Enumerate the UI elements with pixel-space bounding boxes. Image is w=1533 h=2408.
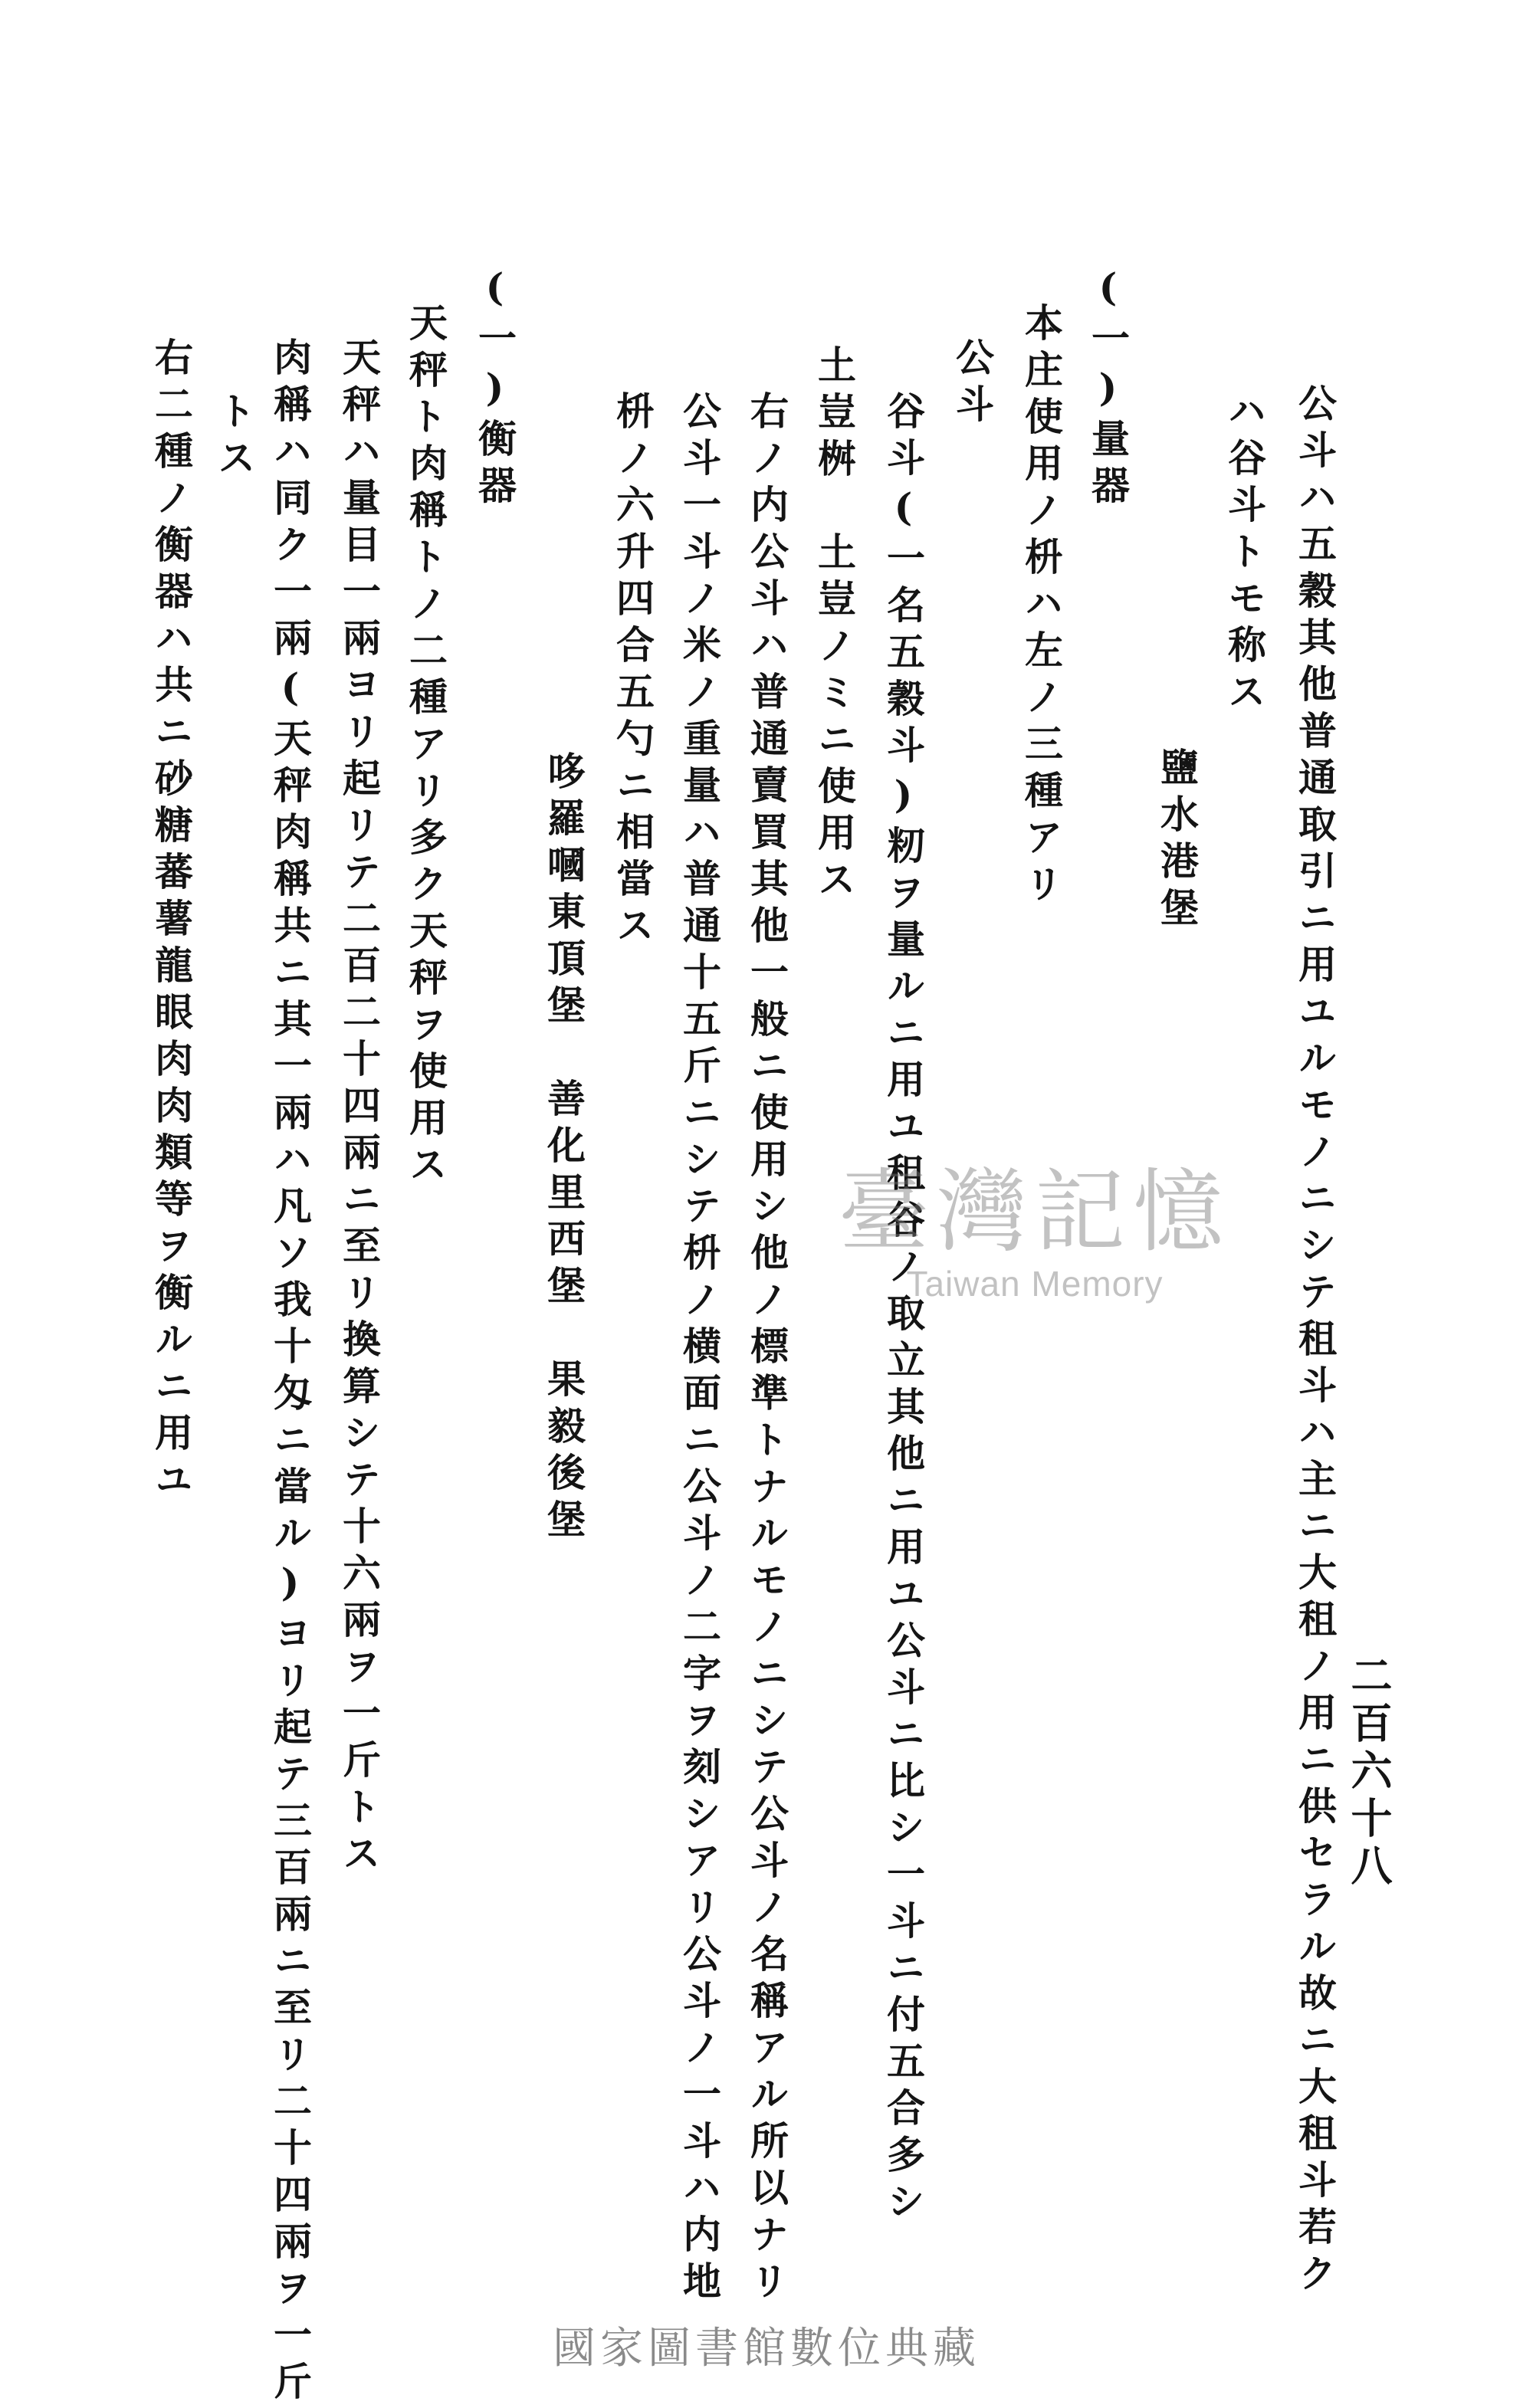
- text-column: 天秤ハ量目一兩ヨリ起リテ二百二十四兩ニ至リ換算シテ十六兩ヲ一斤トス: [336, 337, 382, 1880]
- watermark-english: Taiwan Memory: [906, 1263, 1164, 1304]
- text-column: ハ谷斗トモ称ス: [1222, 391, 1267, 718]
- text-column: 右ノ内公斗ハ普通賣買其他一般ニ使用シ他ノ標準トナルモノニシテ公斗ノ名稱アル所以ナリ: [744, 391, 789, 2308]
- text-column: 肉稱ハ同ク一兩(天秤肉稱共ニ其一兩ハ凡ソ我十匁ニ當ル)ヨリ起テ三百兩ニ至リ二十四兩ヲ一斤: [268, 337, 313, 2408]
- watermark-chinese: 臺灣記憶: [838, 1159, 1231, 1265]
- section-heading: 鹽水港堡: [1154, 747, 1200, 934]
- text-column: 枡ノ六升四合五勺ニ相當ス: [610, 391, 655, 952]
- section-title: (一)衡器: [472, 264, 517, 512]
- text-column: 公斗ハ五穀其他普通取引ニ用ユルモノニシテ租斗ハ主ニ大租ノ用ニ供セラル故ニ大租斗若ク: [1292, 383, 1338, 2300]
- text-column: 公斗一斗ノ米ノ重量ハ普通十五斤ニシテ枡ノ横面ニ公斗ノ二字ヲ刻シアリ公斗ノ一斗ハ内地: [677, 391, 722, 2308]
- section-heading: 哆羅嘓東頂堡 善化里西堡 果毅後堡: [541, 751, 586, 1546]
- text-column: 右二種ノ衡器ハ共ニ砂糖蕃薯龍眼肉肉類等ヲ衡ルニ用ユ: [149, 337, 194, 1506]
- text-column: 公斗: [950, 337, 995, 431]
- text-column: 天秤ト肉稱トノ二種アリ多ク天秤ヲ使用ス: [403, 303, 448, 1191]
- page-number: 二百六十八: [1344, 1654, 1393, 1891]
- watermark: [797, 1159, 1272, 1304]
- text-column: トス: [212, 391, 257, 484]
- footer-credit: 國家圖書館數位典藏: [553, 2324, 980, 2374]
- text-column: 谷斗(一名五穀斗)籾ヲ量ルニ用ユ租谷ノ取立其他ニ用ユ公斗ニ比シ一斗ニ付五合多シ: [881, 391, 926, 2228]
- section-title: (一)量器: [1085, 264, 1131, 512]
- text-column: 土豈桝 土豈ノミニ使用ス: [812, 345, 857, 906]
- text-column: 本庄使用ノ枡ハ左ノ三種アリ: [1019, 303, 1064, 910]
